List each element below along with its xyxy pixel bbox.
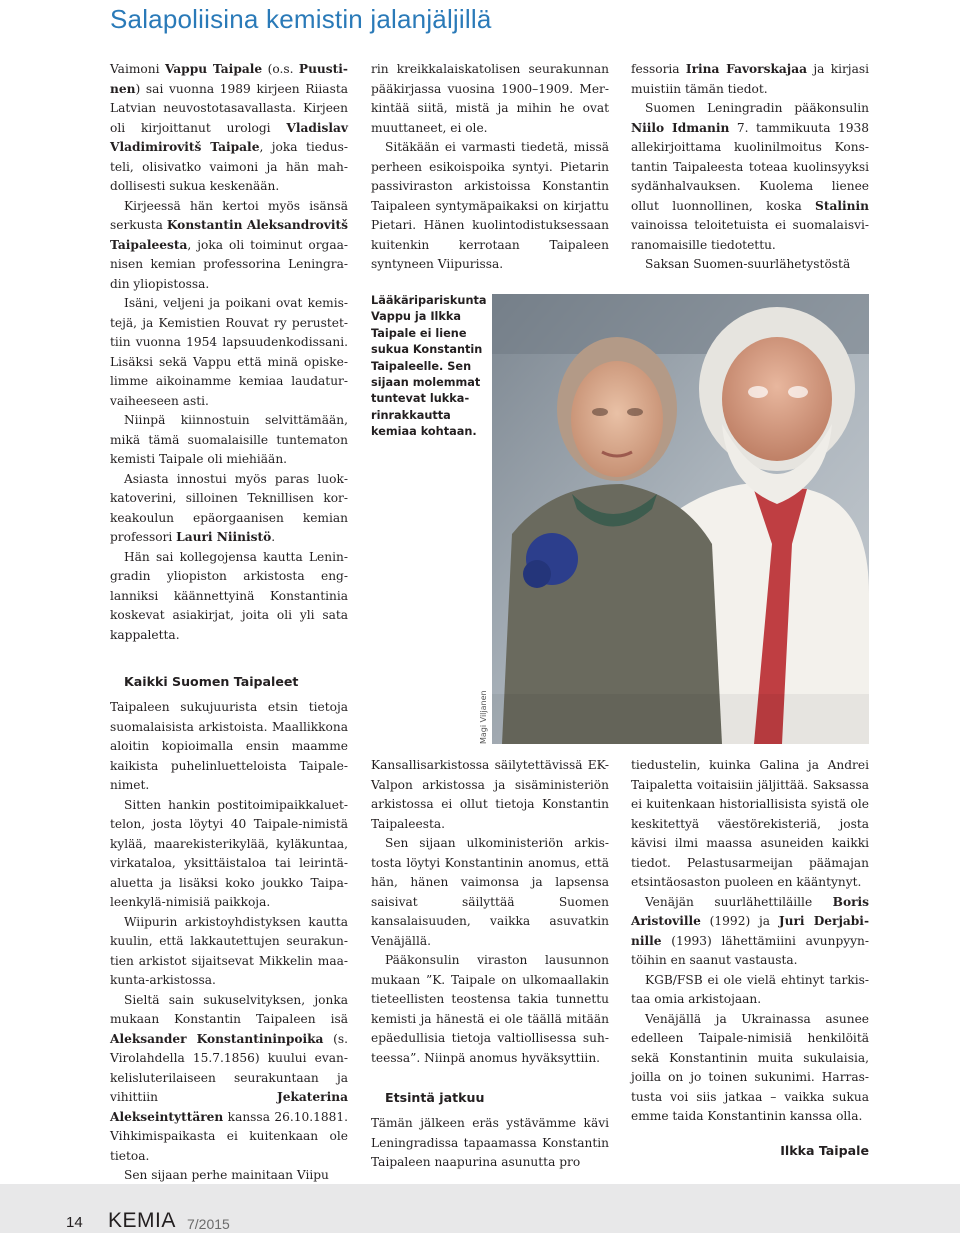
bold-name: Aleksander Konstantininpoika [110,1031,324,1046]
paragraph: Vaimoni Vappu Taipale (o.s. Puustinen) sai vuonna 1989 kirjeen Riiasta Latvian neuvostotasavallasta. Kirjeen oli kirjoittanut urologi Vladislav Vladimirovitš Taipale, joka tiedusteli, olisivatko vaimoni ja hän mahdollisesti sukua keskenään. [110,62,348,193]
paragraph: Pääkonsulin viraston lausunnon mukaan ”K. Taipale on ulkomaallakin tieteellisten teostensa takia tunnettu kemisti ja hänestä ei ole täällä mitään epäedullisia tietoja valtiollisessa suhteessa”. Niinpä anomus hyväksyttiin. [371,953,609,1065]
column-1-bottom [110,672,348,1186]
paragraph: Tämän jälkeen eräs ystävämme kävi Leningradissa tapaamassa Konstantin Taipaleen naapurina asunutta pro [371,1116,609,1169]
paragraph: Saksan Suomen-suurlähetystöstä [645,257,851,271]
paragraph: Taipaleen sukujuurista etsin tietoja suomalaisista arkistoista. Maallikkona aloitin kopioimalla ensin maamme kaikista puhelinluetteloista Taipale-nimet. [110,700,348,792]
magazine-name: KEMIA [108,1209,176,1232]
paragraph: tiedustelin, kuinka Galina ja Andrei Taipaletta voitaisiin jäljittää. Saksassa ei kuitenkaan historiallisista syistä ole keskitettyä väestörekisteriä, josta kävisi ilmi maassa asuneiden kaikki tiedot. Pelastusarmeijan päämajan etsintäosaston puoleen en kääntynyt. [631,758,869,889]
bold-name: Stalinin [815,198,869,213]
bold-name: Puustinen [110,62,348,96]
paragraph: Sitäkään ei varmasti tiedetä, missä perheen esikoispoika syntyi. Pietarin passiviraston arkistoissa Konstantin Taipaleen syntymäpaikaksi on kirjattu Pietari. Hänen kuolintodistuksessaan kuitenkin kerrotaan Taipaleen syntyneen Viipurissa. [371,140,609,271]
bold-name: Lauri Niinistö [176,530,272,544]
paragraph: Kirjeessä hän kertoi myös isänsä serkusta Konstantin Aleksandrovitš Taipaleesta, joka oli toiminut orgaanisen kemian professorina Leningradin yliopistossa. [110,198,348,291]
paragraph: KGB/FSB ei ole vielä ehtinyt tarkistaa omia arkistojaan. [631,972,869,1006]
paragraph: Venäjän suurlähettiläille Boris Aristoville (1992) ja Juri Derjabinille (1993) lähettämiini avunpyyntöihin en saanut vastausta. [631,894,869,967]
paragraph: Isäni, veljeni ja poikani ovat kemistejä, ja Kemistien Rouvat ry perustettiin vuonna 1954 lapsuudenkodissani. Lisäksi sekä Vappu että minä opiskelimme aikoinamme kemiaa laudaturvaiheeseen asti. [110,296,348,408]
column-2-bottom [371,756,609,1173]
column-2-bottom-text-2 [371,1114,609,1173]
bold-name: Vappu Taipale [164,62,263,76]
column-1-bottom-text [110,698,348,1186]
author-signature: Ilkka Taipale [780,1143,869,1158]
column-2-bottom-text [371,756,609,1068]
paragraph: Sen sijaan ulkoministeriön arkistosta löytyi Konstantinin anomus, että hän, hänen vaimonsa ja lapsensa saisivat säilyttää Suomen kansalaisuuden, vaikka asuvatkin Venäjällä. [371,836,609,948]
magazine-issue: 7/2015 [187,1216,230,1232]
column-1-top [110,60,348,645]
photo-caption: Lääkäripariskunta Vappu ja Ilkka Taipale ei liene sukua Konstantin Taipaleelle. Sen sijaan molemmat tuntevat lukkarinrakkautta kemiaa kohtaan. [371,294,487,439]
article-title: Salapoliisina kemistin jalanjäljillä [110,4,492,34]
column-3-top [631,60,869,275]
column-2-top [371,60,609,275]
paragraph: Hän sai kollegojensa kautta Leningradin yliopiston arkistosta englanniksi käännettyinä Konstantinia koskevat asiakirjat, joita oli yli sata kappaletta. [110,549,348,642]
paragraph: Sitten hankin postitoimipaikkaluettelon, josta löytyi 40 Taipale-nimistä kylää, maarekisterikylää, kyläkuntaa, virkataloa, yksittäistaloa tai leirintäaluetta ja lisäksi koko joukko Taipaleenkylä-nimisiä paikkoja. [110,797,348,909]
photo-credit: Magi Viljanen [479,690,488,744]
paragraph: rin kreikkalaiskatolisen seurakunnan pääkirjassa vuosina 1900–1909. Merkintää siitä, mistä ja mihin he ovat muuttaneet, ei ole. [371,62,609,135]
subhead-kaikki-taipaleet: Kaikki Suomen Taipaleet [124,674,299,689]
paragraph: Kansallisarkistossa säilytettävissä EK-Valpon arkistossa ja sisäministeriön arkistossa ei ollut tietoja Konstantin Taipaleesta. [371,758,609,831]
bold-name: Irina Favorskajaa [685,62,808,76]
paragraph: Sieltä sain sukuselvityksen, jonka mukaan Konstantin Taipaleen isä Aleksander Konstantininpoika (s. Virolahdella 15.7.1856) kuului evankelisluterilaiseen seurakuntaan ja vihittiin Jekaterina Alekseintyttären kanssa 26.10.1881. Vihkimispaikasta ei kuitenkaan ole tietoa. [110,992,348,1163]
photo-couple [492,294,869,744]
subhead-etsinta-jatkuu: Etsintä jatkuu [385,1090,485,1105]
paragraph: Venäjällä ja Ukrainassa asunee edelleen Taipale-nimisiä henkilöitä sekä Konstantinin muita sukulaisia, joilla on jo toinen sukunimi. Harrastusta voi siis jatkaa – vaikka sukua emme taida Konstantinin kanssa olla. [631,1011,869,1123]
paragraph: Niinpä kiinnostuin selvittämään, mikä tämä suomalaisille tuntematon kemisti Taipale oli miehiään. [110,413,348,466]
bold-name: Jekaterina Alekseintyttären [110,1090,348,1124]
bold-name: Konstantin Aleksandrovitš Taipaleesta [110,218,348,252]
bold-name: Vladislav Vladimirovitš Taipale [110,120,348,154]
photo-illustration [492,294,869,744]
paragraph: Wiipurin arkistoyhdistyksen kautta kuulin, että lakkautettujen seurakuntien arkistot sijaitsevat Mikkelin maakunta-arkistossa. [110,914,348,987]
bold-name: Niilo Idmanin [631,120,730,135]
column-3-bottom [631,756,869,1127]
bold-name: Boris Aristoville [631,894,869,928]
bold-name: Juri Derjabinille [631,914,869,948]
paragraph: Suomen Leningradin pääkonsulin Niilo Idmanin 7. tammikuuta 1938 allekirjoittama kuolinilmoitus Konstantin Taipaleesta toteaa kuolinsyyksi sydänhalvauksen. Kuolema lienee ollut luonnollinen, koska Stalinin vainoissa teloitetuista ei suomalaisviranomaisille tiedotettu. [631,101,869,252]
paragraph: Sen sijaan perhe mainitaan Viipu [124,1168,329,1182]
page-number: 14 [66,1214,83,1231]
paragraph: fessoria Irina Favorskajaa ja kirjasi muistiin tämän tiedot. [631,62,869,96]
paragraph: Asiasta innostui myös paras luokkatoverini, silloinen Teknillisen korkeakoulun epäorgaanisen kemian professori Lauri Niinistö. [110,471,348,544]
